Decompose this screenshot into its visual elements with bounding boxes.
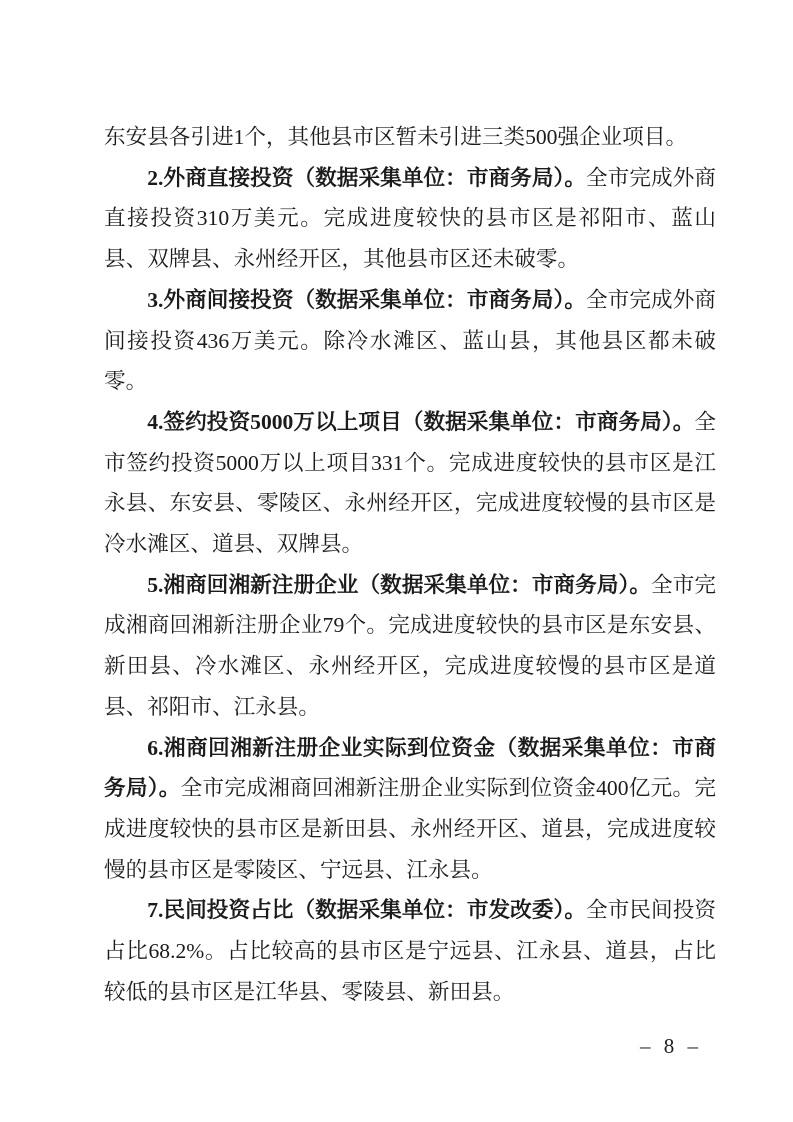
paragraph-lead: 7.民间投资占比（数据采集单位：市发改委）。 bbox=[147, 898, 587, 923]
paragraph-item-7-private-investment-share bbox=[104, 890, 716, 1012]
paragraph-text: 全市完成湘商回湘新注册企业实际到位资金400亿元。完成进度较快的县市区是新田县、永州经开区、道县，完成进度较慢的县市区是零陵区、宁远县、江永县。 bbox=[104, 776, 716, 882]
paragraph-lead: 3.外商间接投资（数据采集单位：市商务局）。 bbox=[147, 287, 587, 312]
paragraph-text: 全市完成外商直接投资310万美元。完成进度较快的县市区是祁阳市、蓝山县、双牌县、永州经开区，其他县市区还未破零。 bbox=[104, 165, 716, 272]
paragraph-item-2-foreign-direct-investment bbox=[104, 158, 716, 280]
paragraph-item-5-new-registered-enterprises bbox=[104, 565, 716, 728]
document-text-block bbox=[104, 117, 716, 1012]
paragraph-lead: 2.外商直接投资（数据采集单位：市商务局）。 bbox=[147, 165, 587, 190]
paragraph-text: 全市完成湘商回湘新注册企业79个。完成进度较快的县市区是东安县、新田县、冷水滩区、永州经开区，完成进度较慢的县市区是道县、祁阳市、江永县。 bbox=[104, 572, 716, 719]
page-number: – 8 – bbox=[640, 1034, 702, 1058]
paragraph-continuation bbox=[104, 117, 716, 158]
paragraph-item-6-actual-funds-in-place bbox=[104, 728, 716, 891]
paragraph-text: 全市签约投资5000万以上项目331个。完成进度较快的县市区是江永县、东安县、零陵区、永州经开区，完成进度较慢的县市区是冷水滩区、道县、双牌县。 bbox=[104, 409, 716, 557]
paragraph-lead: 6.湘商回湘新注册企业实际到位资金（数据采集单位：市商务局）。 bbox=[104, 735, 716, 801]
paragraph-item-4-signed-projects-over-50m bbox=[104, 402, 716, 565]
paragraph-lead: 5.湘商回湘新注册企业（数据采集单位：市商务局）。 bbox=[147, 572, 652, 597]
paragraph-item-3-foreign-indirect-investment bbox=[104, 280, 716, 402]
paragraph-text: 全市民间投资占比68.2%。占比较高的县市区是宁远县、江永县、道县，占比较低的县市区是江华县、零陵县、新田县。 bbox=[104, 898, 716, 1004]
paragraph-lead: 4.签约投资5000万以上项目（数据采集单位：市商务局）。 bbox=[147, 409, 695, 434]
paragraph-text: 全市完成外商间接投资436万美元。除冷水滩区、蓝山县，其他县区都未破零。 bbox=[104, 287, 716, 394]
paragraph-text: 东安县各引进1个，其他县市区暂未引进三类500强企业项目。 bbox=[104, 125, 688, 149]
